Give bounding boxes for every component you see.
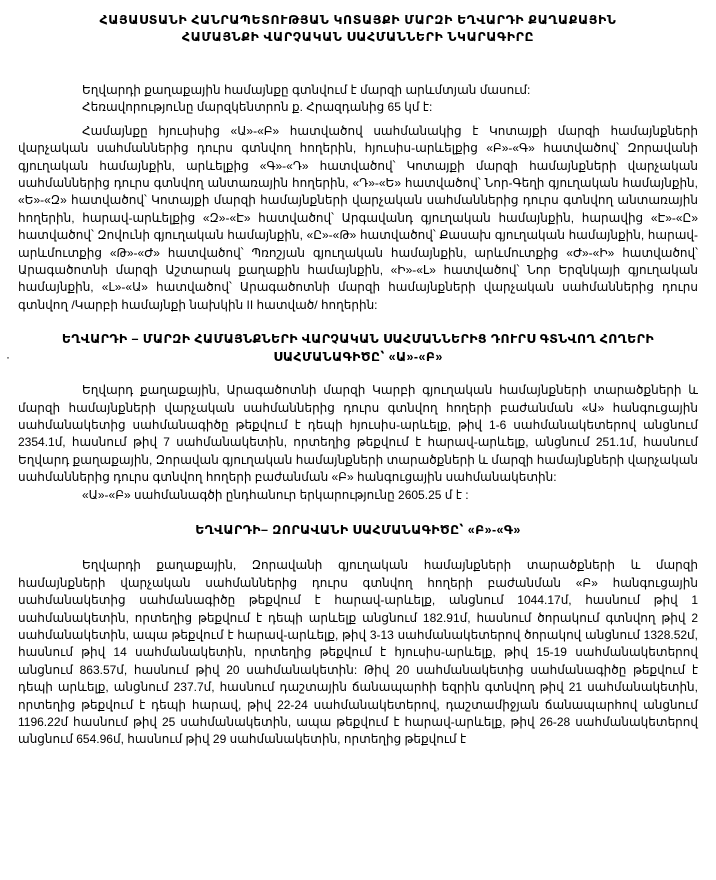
paragraph-boundary-b-c: Եղվարդի քաղաքային, Զորավանի գյուղական համայնքների տարածքների և մարզի համայնքների վարչական սահմաններից դուրս գտնվող հողերի բաժանման «Բ» հանգուցային սահմանակետից սահմանագիծը թեքվում է հարավ-արևելք, անցնում 1044.17մ, հասնում թիվ 1 սահմանակետին, որտեղից թեքվում է դեպի արևելք անցնում 182.91մ, հասնում ծորակում գտնվող թիվ 2 սահմանակետին, ապա թեքվում է հարավ-արևելք, թիվ 3-13 սահմանակետերով ծորակով անցնում 1328.52մ, հասնում թիվ 14 սահմանակետին, որտեղից թեքվում է հյուսիս-արևելք, թիվ 15-19 սահմանակետերով անցնում 863.57մ, հասնում թիվ 20 սահմանակետին: Թիվ 20 սահմանակետից սահմանագիծը թեքվում է դեպի արևելք, անցնում 237.7մ, հասնում դաշտային ճանապարհի եզրին գտնվող թիվ 21 սահմանակետին, որտեղից թեքվում է դեպի հարավ, թիվ 22-24 սահմանակետերով, դաշտամիջյան ճանապարհով անցնում 1196.22մ հասնում թիվ 25 սահմանակետին, ապա թեքվում է հարավ-արևելք, թիվ 26-28 սահմանակետերով անցնում 654.96մ, հասնում թիվ 29 սահմանակետին, որտեղից թեքվում է xyxy=(18,558,698,747)
intro-distance: Հեռավորությունը մարզկենտրոն ք. Հրազդանից 65 կմ է: xyxy=(82,100,433,115)
document-title-line-2: ՀԱՄԱՅՆՔԻ ՎԱՐՉԱԿԱՆ ՍԱՀՄԱՆՆԵՐԻ ՆԿԱՐԱԳԻՐԸ xyxy=(181,30,535,44)
paragraph-boundary-a-b: Եղվարդ քաղաքային, Արագածոտնի մարզի Կարբի գյուղական համայնքների տարածքների և մարզի համայնքների վարչական սահմաններից դուրս գտնվող հողերի բաժանման «Ա» հանգուցային սահմանակետից սահմանագիծը թեքվում է դեպի հյուսիս-արևելք, թիվ 1-6 սահմանակետերով անցնում 2354.1մ, հասնում թիվ 7 սահմանակետին, որտեղից թեքվում է հարավ-արևելք, անցնում 251.1մ, հասնում Եղվարդ քաղաքային, Զորավան գյուղական համայնքների տարածքների և մարզի համայնքների վարչական սահմաններից դուրս գտնվող հողերի բաժանման «Բ» հանգուցային սահմանակետին: xyxy=(18,383,698,485)
boundary-length-line: «Ա»-«Բ» սահմանագծի ընդհանուր երկարությունը 2605.25 մ է : xyxy=(82,487,469,502)
paragraph-neighbors: Համայնքը հյուսիսից «Ա»-«Բ» հատվածով սահմանակից է Կոտայքի մարզի համայնքների վարչական սահմաններից դուրս գտնվող հողերին, հյուսիս-արևելքից «Բ»-«Գ» հատվածով՝ Զորավանի գյուղական համայնքին, արևելքից «Գ»-«Դ» հատվածով՝ Կոտայքի մարզի համայնքների վարչական սահմաններից դուրս գտնվող անտառային հողերին, «Դ»-«Ե» հատվածով՝ Նոր-Գեղի գյուղական համայնքին, «Ե»-«Զ» հատվածով՝ Կոտայքի մարզի համայնքների վարչական սահմաններից դուրս գտնվող անտառային հողերին, հարավ-արևելքից «Զ»-«Է» հատվածով՝ Արգավանդ գյուղական համայնքին, հարավից «Է»-«Ը» հատվածով՝ Զովունի գյուղական համայնքին, «Ը»-«Թ» հատվածով՝ Քասախ գյուղական համայնքին, հարավ-արևմուտքից «Թ»-«Ժ» հատվածով՝ Պռոշյան գյուղական համայնքին, արևմուտքից «Ժ»-«Ի» հատվածով՝ Արագածոտնի մարզի Աշտարակ քաղաքին համայնքին, «Ի»-«Լ» հատվածով՝ Նոր Երզնկայի գյուղական համայնքին, «Լ»-«Ա» հատվածով՝ Արագածոտնի մարզի համայնքների վարչական սահմաններից դուրս գտնվող /Կարբի համայնքի նախկին II հատված/ հողերին: xyxy=(18,123,698,312)
section-heading-a-b: ԵՂՎԱՐԴԻ – ՄԱՐԶԻ ՀԱՄԱՅՆՔՆԵՐԻ ՎԱՐՉԱԿԱՆ ՍԱՀՄԱՆՆԵՐԻՑ ԴՈՒՐՍ ԳՏՆՎՈՂ ՀՈՂԵՐԻ ՍԱՀՄԱՆԱԳԻԾԸ՝ «Ա»-«Բ» xyxy=(61,332,655,364)
section-heading-b-c: ԵՂՎԱՐԴԻ– ԶՈՐԱՎԱՆԻ ՍԱՀՄԱՆԱԳԻԾԸ՝ «Բ»-«Գ» xyxy=(195,522,521,537)
margin-mark: · xyxy=(6,350,10,364)
intro-location: Եղվարդի քաղաքային համայնքը գտնվում է մարզի արևմտյան մասում: xyxy=(82,83,531,97)
document-title-line-1: ՀԱՅԱՍՏԱՆԻ ՀԱՆՐԱՊԵՏՈՒԹՅԱՆ ԿՈՏԱՅՔԻ ՄԱՐԶԻ ԵՂՎԱՐԴԻ ՔԱՂԱՔԱՅԻՆ xyxy=(99,13,617,27)
